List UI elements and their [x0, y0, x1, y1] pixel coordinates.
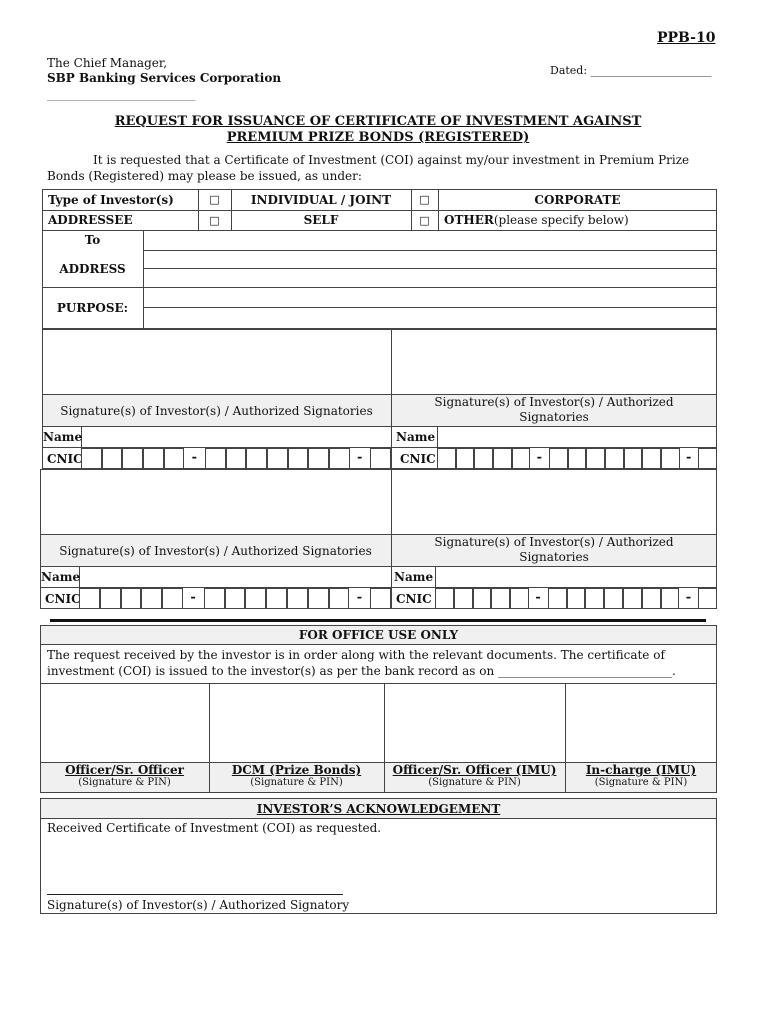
cnic-digit-box[interactable] — [121, 588, 142, 609]
addressee-label: ADDRESSEE — [48, 213, 133, 227]
office-sig-label-3 — [384, 763, 565, 788]
ack-title: INVESTOR’S ACKNOWLEDGEMENT — [256, 801, 501, 816]
office-sig-label-1 — [40, 763, 209, 788]
cnic-label-1b: CNIC — [400, 451, 436, 466]
cnic-digit-box[interactable] — [164, 448, 185, 469]
office-sig-area-2[interactable] — [210, 684, 384, 762]
sig-caption-1b — [392, 395, 716, 425]
corporate-checkbox[interactable]: □ — [419, 193, 430, 206]
cnic-dash: - — [356, 590, 363, 605]
sig-caption-2b-line2: Signatories — [519, 550, 589, 564]
office-sig-area-1[interactable] — [41, 684, 209, 762]
address-field[interactable] — [144, 251, 716, 287]
name-label-1b: Name — [396, 429, 436, 444]
cnic-label-1a: CNIC — [47, 451, 83, 466]
office-text-line1: The request received by the investor is in order along with the relevant documents. The certificate of — [47, 648, 665, 662]
name-field-1a[interactable] — [82, 427, 390, 447]
office-sig-sub-4: (Signature & PIN) — [594, 777, 688, 788]
cnic-digit-box[interactable] — [287, 588, 308, 609]
addressee-line2: SBP Banking Services Corporation — [47, 71, 282, 85]
sig-caption-1b-line1: Signature(s) of Investor(s) / Authorized — [434, 395, 674, 409]
cnic-digit-box[interactable] — [549, 448, 568, 469]
office-sig-sub-1: (Signature & PIN) — [78, 777, 171, 788]
cnic-digit-box[interactable] — [493, 448, 512, 469]
individual-joint-label: INDIVIDUAL / JOINT — [250, 192, 392, 207]
cnic-digit-box[interactable] — [698, 448, 717, 469]
cnic-digit-box[interactable] — [512, 448, 531, 469]
office-sig-area-3[interactable] — [385, 684, 565, 762]
cnic-digit-box[interactable] — [245, 588, 266, 609]
cnic-dash: - — [536, 450, 543, 465]
cnic-digit-box[interactable] — [437, 448, 456, 469]
cnic-digit-box[interactable] — [329, 448, 350, 469]
cnic-digit-box[interactable] — [661, 448, 680, 469]
cnic-digit-box[interactable] — [162, 588, 183, 609]
self-label: SELF — [303, 213, 339, 227]
cnic-label-2b: CNIC — [396, 591, 432, 606]
purpose-label: PURPOSE: — [56, 301, 129, 315]
office-title: FOR OFFICE USE ONLY — [298, 628, 459, 642]
form-code: PPB-10 — [657, 30, 716, 46]
cnic-digit-box[interactable] — [605, 448, 624, 469]
sig-caption-1b-line2: Signatories — [519, 410, 589, 424]
signature-area-2b[interactable] — [392, 470, 716, 534]
other-rest: (please specify below) — [493, 213, 629, 227]
cnic-digit-box[interactable] — [226, 448, 247, 469]
office-sig-title-1: Officer/Sr. Officer — [65, 763, 184, 777]
cnic-digit-box[interactable] — [370, 588, 391, 609]
purpose-field[interactable] — [144, 288, 716, 328]
addressee-line1: The Chief Manager, — [47, 56, 168, 70]
cnic-digit-box[interactable] — [81, 448, 102, 469]
cnic-digit-box[interactable] — [642, 588, 661, 609]
cnic-digit-box[interactable] — [308, 448, 329, 469]
cnic-digit-box[interactable] — [454, 588, 473, 609]
cnic-digit-box[interactable] — [225, 588, 246, 609]
cnic-dash: - — [686, 450, 692, 465]
divider-rule — [50, 619, 706, 622]
cnic-digit-box[interactable] — [246, 448, 267, 469]
to-label: To — [84, 233, 101, 247]
cnic-dash: - — [535, 590, 541, 605]
title-line2: PREMIUM PRIZE BONDS (REGISTERED) — [226, 130, 530, 145]
cnic-digit-box[interactable] — [624, 448, 643, 469]
cnic-digit-box[interactable] — [568, 448, 587, 469]
addressee-blank[interactable]: ___________________________ — [47, 88, 196, 101]
type-of-investor-label: Type of Investor(s) — [48, 192, 174, 207]
cnic-dash: - — [190, 590, 196, 605]
address-label: ADDRESS — [59, 261, 126, 276]
office-sig-sub-2: (Signature & PIN) — [250, 777, 343, 788]
cnic-digit-box[interactable] — [473, 588, 492, 609]
cnic-digit-box[interactable] — [288, 448, 309, 469]
cnic-digit-box[interactable] — [604, 588, 623, 609]
cnic-digit-box[interactable] — [100, 588, 121, 609]
cnic-label-2a: CNIC — [45, 591, 81, 606]
to-field[interactable] — [144, 231, 716, 250]
name-label-2b: Name — [394, 569, 434, 584]
office-sig-title-3: Officer/Sr. Officer (IMU) — [392, 763, 557, 777]
cnic-digit-box[interactable] — [510, 588, 529, 609]
cnic-digit-box[interactable] — [642, 448, 661, 469]
cnic-digit-box[interactable] — [267, 448, 288, 469]
cnic-digit-box[interactable] — [266, 588, 287, 609]
sig-caption-2a: Signature(s) of Investor(s) / Authorized Signatories — [59, 543, 372, 558]
cnic-digit-box[interactable] — [491, 588, 510, 609]
cnic-digit-box[interactable] — [102, 448, 123, 469]
cnic-digit-box[interactable] — [204, 588, 225, 609]
corporate-label: CORPORATE — [534, 192, 621, 207]
cnic-digit-box[interactable] — [143, 448, 164, 469]
office-sig-label-4 — [565, 763, 717, 788]
sig-caption-2b-line1: Signature(s) of Investor(s) / Authorized — [434, 535, 674, 549]
sig-caption-1a: Signature(s) of Investor(s) / Authorized Signatories — [60, 403, 373, 418]
self-checkbox[interactable]: □ — [209, 213, 220, 227]
signature-area-1a[interactable] — [43, 330, 391, 394]
cnic-dash: - — [357, 450, 363, 465]
cnic-digit-box[interactable] — [435, 588, 454, 609]
cnic-digit-box[interactable] — [586, 448, 605, 469]
cnic-digit-box[interactable] — [548, 588, 567, 609]
cnic-digit-box[interactable] — [456, 448, 475, 469]
office-sig-title-2: DCM (Prize Bonds) — [231, 763, 362, 777]
cnic-digit-box[interactable] — [205, 448, 226, 469]
cnic-digit-box[interactable] — [141, 588, 162, 609]
other-label — [444, 210, 629, 230]
cnic-digit-box[interactable] — [308, 588, 329, 609]
office-sig-area-4[interactable] — [566, 684, 716, 762]
other-bold: OTHER — [444, 213, 494, 227]
cnic-digit-box[interactable] — [698, 588, 717, 609]
cnic-dash: - — [685, 590, 692, 605]
ack-sig-label: Signature(s) of Investor(s) / Authorized Signatory — [47, 898, 350, 912]
ack-text: Received Certificate of Investment (COI) as requested. — [47, 821, 382, 835]
name-label-2a: Name — [41, 569, 81, 584]
ack-signature-area[interactable] — [47, 838, 347, 893]
intro-line2: Bonds (Registered) may please be issued, as under: — [47, 169, 362, 183]
ack-signature-line — [47, 894, 343, 895]
dated-field[interactable]: Dated: ______________________ — [550, 64, 712, 77]
office-sig-label-2 — [209, 763, 384, 788]
signature-area-2a[interactable] — [41, 470, 391, 534]
cnic-digit-box[interactable] — [79, 588, 100, 609]
signature-area-1b[interactable] — [392, 330, 716, 394]
cnic-dash: - — [191, 450, 198, 465]
cnic-digit-box[interactable] — [661, 588, 680, 609]
name-field-2b[interactable] — [436, 567, 716, 587]
cnic-digit-box[interactable] — [370, 448, 391, 469]
office-sig-title-4: In-charge (IMU) — [585, 763, 697, 777]
individual-checkbox[interactable]: □ — [209, 193, 220, 206]
cnic-digit-box[interactable] — [122, 448, 143, 469]
intro-line1: It is requested that a Certificate of Investment (COI) against my/our investment in Premium Prize — [93, 153, 690, 167]
cnic-digit-box[interactable] — [567, 588, 586, 609]
office-sig-sub-3: (Signature & PIN) — [428, 777, 521, 788]
cnic-digit-box[interactable] — [585, 588, 604, 609]
sig-caption-2b — [392, 535, 716, 565]
name-label-1a: Name — [43, 429, 83, 444]
title-line1: REQUEST FOR ISSUANCE OF CERTIFICATE OF INVESTMENT AGAINST — [114, 114, 642, 129]
name-field-1b[interactable] — [438, 427, 716, 447]
other-checkbox[interactable]: □ — [419, 213, 430, 227]
cnic-digit-box[interactable] — [474, 448, 493, 469]
name-field-2a[interactable] — [80, 567, 390, 587]
office-text-line2: investment (COI) is issued to the investor(s) as per the bank record as on _____________________________. — [47, 664, 676, 678]
cnic-digit-box[interactable] — [329, 588, 350, 609]
cnic-digit-box[interactable] — [623, 588, 642, 609]
